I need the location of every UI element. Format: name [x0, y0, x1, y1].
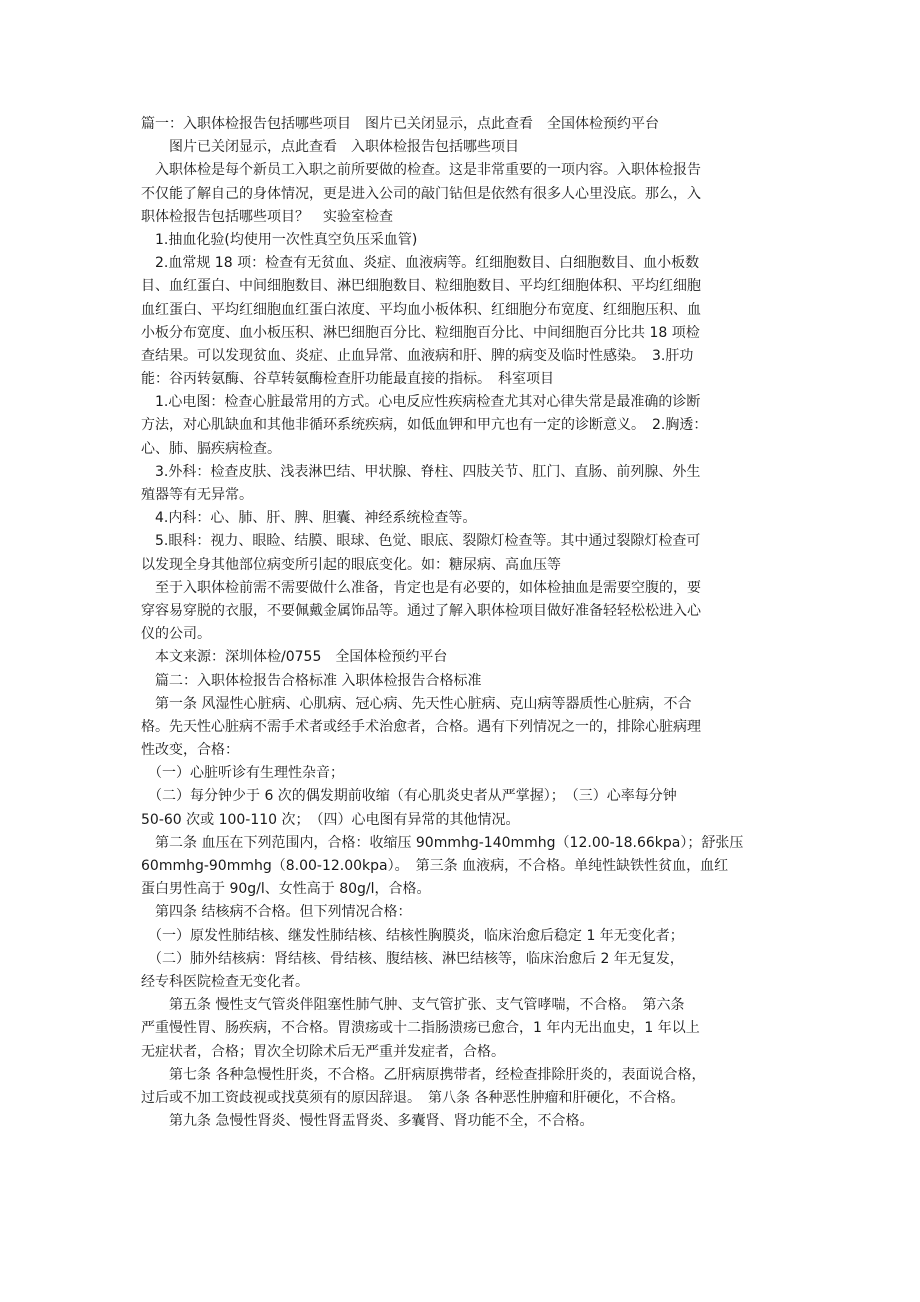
text-line: 第九条 急慢性肾炎、慢性肾盂肾炎、多囊肾、肾功能不全，不合格。 — [141, 1113, 594, 1130]
text-line: 穿容易穿脱的衣服，不要佩戴金属饰品等。通过了解入职体检项目做好准备轻轻松松进入心 — [141, 602, 701, 619]
text-line: （二）肺外结核病：肾结核、骨结核、腹结核、淋巴结核等，临床治愈后 2 年无复发， — [141, 950, 684, 967]
text-line: 仪的公司。 — [141, 626, 211, 643]
text-line: 60mmhg-90mmhg（8.00-12.00kpa）。 第三条 血液病，不合格。单纯性缺铁性贫血，血红 — [141, 858, 729, 874]
text-line: 第七条 各种急慢性肝炎，不合格。乙肝病原携带者，经检查排除肝炎的，表面说合格， — [141, 1066, 706, 1083]
text-line: 心、肺、膈疾病检查。 — [141, 440, 281, 457]
text-line: 本文来源：深圳体检/0755 全国体检预约平台 — [141, 649, 448, 666]
text-line: 职体检报告包括哪些项目？ 实验室检查 — [141, 208, 393, 225]
text-line: 小板分布宽度、血小板压积、淋巴细胞百分比、粒细胞百分比、中间细胞百分比共 18 项检 — [141, 324, 700, 341]
text-line: 过后或不加工资歧视或找莫须有的原因辞退。 第八条 各种恶性肿瘤和肝硬化，不合格。 — [141, 1089, 685, 1106]
text-line: 经专科医院检查无变化者。 — [141, 973, 309, 990]
text-line: （一）心脏听诊有生理性杂音； — [141, 765, 344, 782]
text-line: 严重慢性胃、肠疾病，不合格。胃溃疡或十二指肠溃疡已愈合，1 年内无出血史，1 年以上 — [141, 1020, 700, 1037]
text-line: 第一条 风湿性心脏病、心肌病、冠心病、先天性心脏病、克山病等器质性心脏病，不合 — [141, 695, 692, 712]
text-line: 血红蛋白、平均红细胞血红蛋白浓度、平均血小板体积、红细胞分布宽度、红细胞压积、血 — [141, 301, 701, 318]
text-line: 第二条 血压在下列范围内，合格：收缩压 90mmhg-140mmhg（12.00-18.66kpa）；舒张压 — [141, 834, 744, 851]
text-line: 第五条 慢性支气管炎伴阻塞性肺气肿、支气管扩张、支气管哮喘，不合格。 第六条 — [141, 997, 685, 1014]
text-line: 不仅能了解自己的身体情况，更是进入公司的敲门钻但是依然有很多人心里没底。那么，入 — [141, 185, 701, 202]
text-line: （一）原发性肺结核、继发性肺结核、结核性胸膜炎，临床治愈后稳定 1 年无变化者； — [141, 927, 684, 944]
text-line: 篇二：入职体检报告合格标准 入职体检报告合格标准 — [141, 672, 482, 689]
text-line: 1.心电图：检查心脏最常用的方式。心电反应性疾病检查尤其对心律失常是最准确的诊断 — [141, 394, 701, 411]
text-line: 篇一：入职体检报告包括哪些项目 图片已关闭显示，点此查看 全国体检预约平台 — [141, 116, 659, 132]
text-line: 无症状者，合格；胃次全切除术后无严重并发症者，合格。 — [141, 1043, 505, 1060]
text-line: 1.抽血化验(均使用一次性真空负压采血管) — [141, 231, 418, 248]
text-line: 5.眼科：视力、眼睑、结膜、眼球、色觉、眼底、裂隙灯检查等。其中通过裂隙灯检查可 — [141, 533, 701, 550]
text-line: 目、血红蛋白、中间细胞数目、淋巴细胞数目、粒细胞数目、平均红细胞体积、平均红细胞 — [141, 278, 701, 295]
text-line: 4.内科：心、肺、肝、脾、胆囊、神经系统检查等。 — [141, 510, 477, 527]
text-line: 2.血常规 18 项：检查有无贫血、炎症、血液病等。红细胞数目、白细胞数目、血小板数 — [141, 255, 700, 272]
text-line: 蛋白男性高于 90g/l、女性高于 80g/l，合格。 — [141, 881, 431, 898]
text-line: （二）每分钟少于 6 次的偶发期前收缩（有心肌炎史者从严掌握）； （三）心率每分钟 — [141, 788, 677, 805]
text-line: 查结果。可以发现贫血、炎症、止血异常、血液病和肝、脾的病变及临时性感染。 3.肝功 — [141, 347, 694, 364]
text-line: 能：谷丙转氨酶、谷草转氨酶检查肝功能最直接的指标。 科室项目 — [141, 371, 554, 388]
text-line: 性改变，合格： — [141, 742, 239, 759]
text-line: 3.外科：检查皮肤、浅表淋巴结、甲状腺、脊柱、四肢关节、肛门、直肠、前列腺、外生 — [141, 463, 701, 480]
document-body — [141, 113, 786, 1133]
text-line: 殖器等有无异常。 — [141, 487, 253, 503]
text-line: 方法，对心肌缺血和其他非循环系统疾病，如低血钾和甲亢也有一定的诊断意义。 2.胸透： — [141, 417, 708, 434]
text-line: 图片已关闭显示，点此查看 入职体检报告包括哪些项目 — [141, 139, 519, 156]
text-line: 入职体检是每个新员工入职之前所要做的检查。这是非常重要的一项内容。入职体检报告 — [141, 162, 701, 179]
text-line: 以发现全身其他部位病变所引起的眼底变化。如：糖尿病、高血压等 — [141, 556, 561, 573]
text-line: 至于入职体检前需不需要做什么准备，肯定也是有必要的，如体检抽血是需要空腹的，要 — [141, 579, 701, 596]
text-line: 第四条 结核病不合格。但下列情况合格： — [141, 904, 412, 921]
text-line: 格。先天性心脏病不需手术者或经手术治愈者，合格。遇有下列情况之一的，排除心脏病理 — [141, 718, 701, 735]
text-line: 50-60 次或 100-110 次； （四）心电图有异常的其他情况。 — [141, 811, 520, 828]
